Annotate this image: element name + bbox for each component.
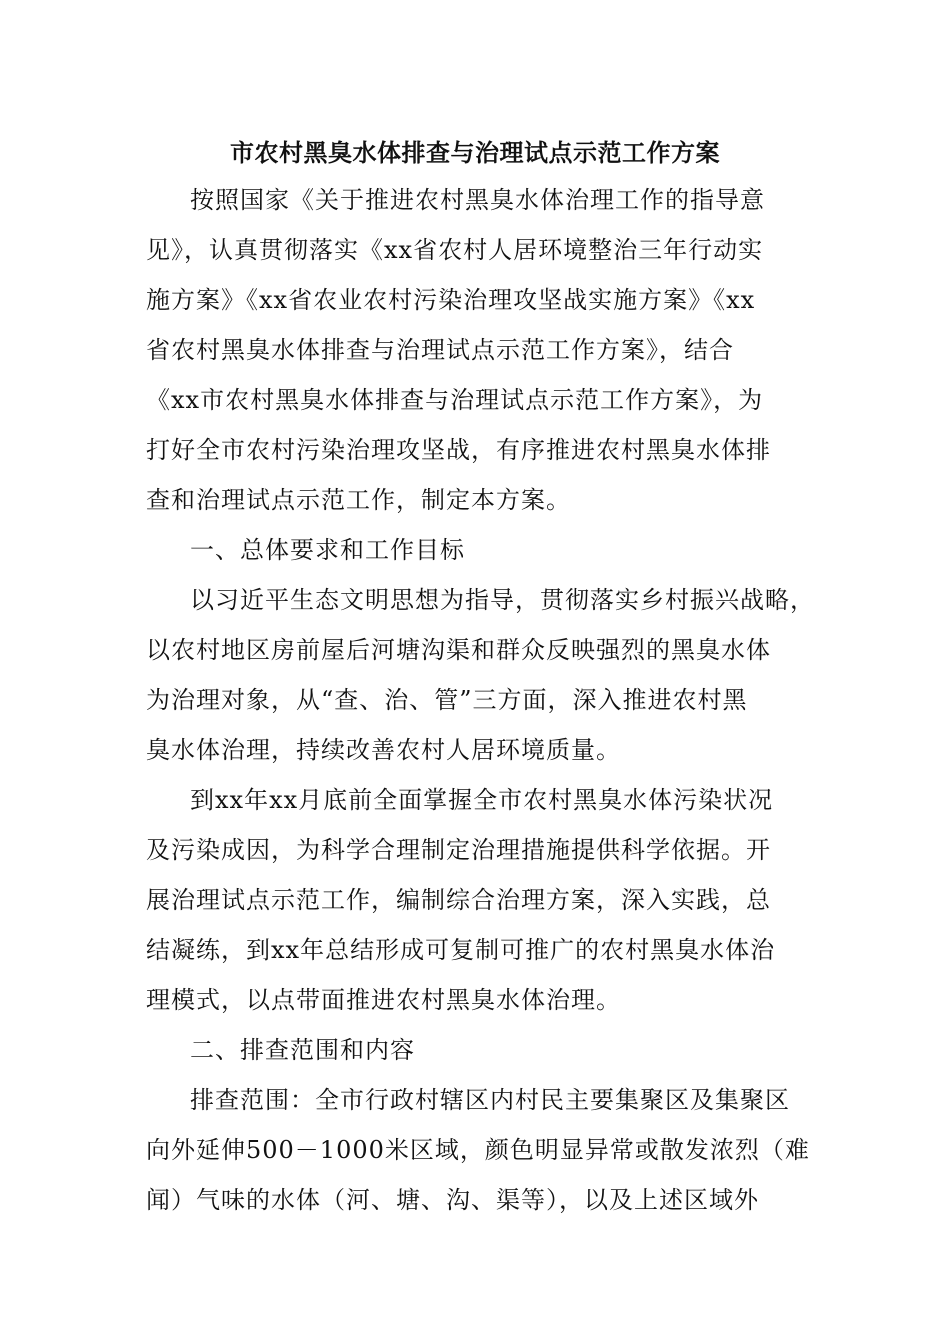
- text-line: 排查范围：全市行政村辖区内村民主要集聚区及集聚区: [190, 1086, 790, 1114]
- text-line: 闻）气味的水体（河、塘、沟、渠等），以及上述区域外: [146, 1186, 759, 1214]
- text-line: 向外延伸500－1000米区域，颜色明显异常或散发浓烈（难: [146, 1136, 810, 1164]
- text-line: 查和治理试点示范工作，制定本方案。: [146, 486, 571, 514]
- text-line: 以农村地区房前屋后河塘沟渠和群众反映强烈的黑臭水体: [146, 636, 771, 664]
- text-line: 展治理试点示范工作，编制综合治理方案，深入实践，总: [146, 886, 771, 914]
- text-line: 到xx年xx月底前全面掌握全市农村黑臭水体污染状况: [190, 786, 774, 814]
- section-heading: 一、总体要求和工作目标: [190, 536, 465, 564]
- text-line: 以习近平生态文明思想为指导，贯彻落实乡村振兴战略，: [190, 586, 815, 614]
- text-line: 打好全市农村污染治理攻坚战，有序推进农村黑臭水体排: [146, 436, 771, 464]
- text-line: 为治理对象，从“查、治、管”三方面，深入推进农村黑: [146, 686, 748, 714]
- text-line: 省农村黑臭水体排查与治理试点示范工作方案》，结合: [146, 336, 734, 364]
- text-line: 《xx市农村黑臭水体排查与治理试点示范工作方案》，为: [146, 386, 764, 414]
- text-line: 见》，认真贯彻落实《xx省农村人居环境整治三年行动实: [146, 236, 764, 264]
- text-line: 按照国家《关于推进农村黑臭水体治理工作的指导意: [190, 186, 765, 214]
- text-line: 理模式，以点带面推进农村黑臭水体治理。: [146, 986, 621, 1014]
- section-heading: 二、排查范围和内容: [190, 1036, 415, 1064]
- text-line: 臭水体治理，持续改善农村人居环境质量。: [146, 736, 621, 764]
- text-line: 施方案》《xx省农业农村污染治理攻坚战实施方案》《xx: [146, 286, 756, 314]
- document-title: 市农村黑臭水体排查与治理试点示范工作方案: [230, 139, 720, 167]
- text-line: 结凝练，到xx年总结形成可复制可推广的农村黑臭水体治: [146, 936, 776, 964]
- text-line: 及污染成因，为科学合理制定治理措施提供科学依据。开: [146, 836, 771, 864]
